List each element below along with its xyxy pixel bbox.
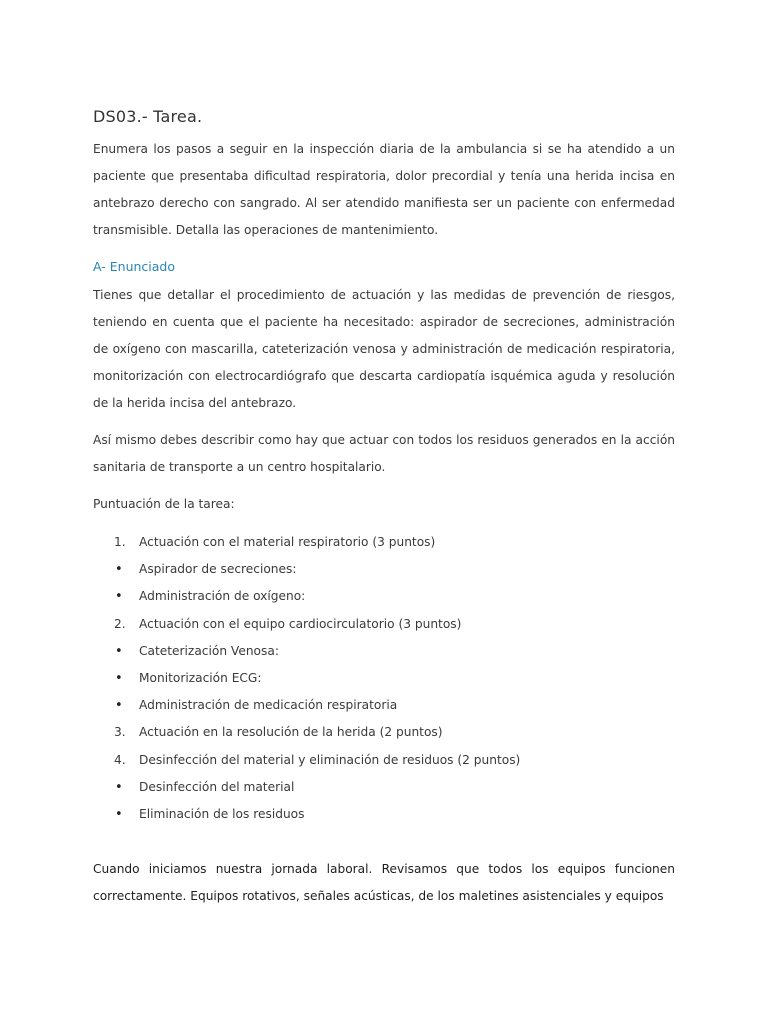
list-number: 2.	[114, 616, 126, 631]
list-item-text: Actuación en la resolución de la herida (2 puntos)	[139, 725, 443, 740]
waste-paragraph: Así mismo debes describir como hay que actuar con todos los residuos generados en la acción sanitaria de transporte a un centro hospitalario.	[93, 433, 675, 474]
bullet-icon: •	[115, 806, 123, 822]
bullet-icon: •	[115, 589, 123, 605]
list-item-text: Administración de oxígeno:	[139, 589, 306, 604]
list-item	[93, 529, 675, 556]
page-title: DS03.- Tarea.	[93, 107, 203, 126]
statement-paragraph: Tienes que detallar el procedimiento de actuación y las medidas de prevención de riesgos, teniendo en cuenta que el paciente ha necesitado: aspirador de secreciones, administración de oxígeno con mascarilla, cateterización venosa y administración de medicación respiratoria, monitorización con electrocardiógrafo que descarta cardiopatía isquémica aguda y resolución de la herida incisa del antebrazo.	[93, 288, 675, 410]
list-item-text: Actuación con el equipo cardiocirculatorio (3 puntos)	[139, 616, 462, 631]
scoring-label: Puntuación de la tarea:	[93, 497, 235, 511]
list-item	[93, 747, 675, 774]
list-item-text: Monitorización ECG:	[139, 670, 262, 685]
list-item-text: Eliminación de los residuos	[139, 806, 305, 821]
list-number: 3.	[114, 725, 126, 740]
list-item	[93, 719, 675, 746]
list-item-text: Cateterización Venosa:	[139, 643, 279, 658]
bullet-icon: •	[115, 779, 123, 795]
intro-paragraph: Enumera los pasos a seguir en la inspección diaria de la ambulancia si se ha atendido a un paciente que presentaba dificultad respiratoria, dolor precordial y tenía una herida incisa en antebrazo derecho con sangrado. Al ser atendido manifiesta ser un paciente con enfermedad transmisible. Detalla las operaciones de mantenimiento.	[93, 142, 675, 237]
list-item	[93, 692, 675, 719]
closing-paragraph: Cuando iniciamos nuestra jornada laboral. Revisamos que todos los equipos funcionen correctamente. Equipos rotativos, señales acústicas, de los maletines asistenciales y equipos	[93, 862, 675, 904]
bullet-icon: •	[115, 698, 123, 714]
list-item	[93, 638, 675, 665]
scoring-list	[93, 529, 675, 828]
list-item	[93, 774, 675, 801]
list-item-text: Administración de medicación respiratoria	[139, 698, 398, 713]
bullet-icon: •	[115, 643, 123, 659]
bullet-icon: •	[115, 670, 123, 686]
list-item-text: Aspirador de secreciones:	[139, 562, 297, 577]
list-item-text: Desinfección del material	[139, 779, 295, 794]
section-heading: A- Enunciado	[93, 259, 176, 274]
list-item-text: Actuación con el material respiratorio (3 puntos)	[139, 535, 436, 549]
list-number: 1.	[114, 535, 126, 549]
list-item	[93, 801, 675, 828]
list-item	[93, 556, 675, 583]
list-item	[93, 583, 675, 610]
list-item-text: Desinfección del material y eliminación de residuos (2 puntos)	[139, 752, 521, 767]
list-item	[93, 611, 675, 638]
bullet-icon: •	[115, 562, 123, 578]
document-content	[93, 105, 675, 910]
list-item	[93, 665, 675, 692]
list-number: 4.	[114, 752, 126, 767]
